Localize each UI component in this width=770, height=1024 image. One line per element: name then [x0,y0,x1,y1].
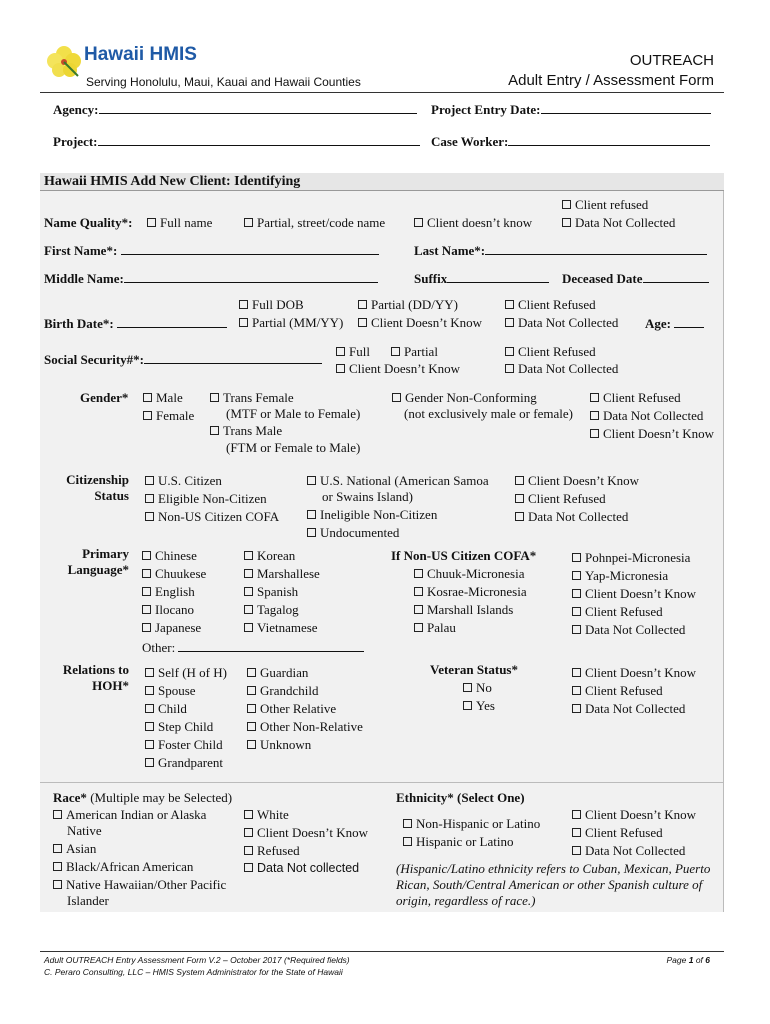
birth-partial-ddyy[interactable]: Partial (DD/YY) [358,297,458,313]
checkbox-icon[interactable] [391,347,400,356]
language-spanish[interactable]: Spanish [244,584,298,600]
checkbox-icon[interactable] [53,862,62,871]
language-chinese[interactable]: Chinese [142,548,197,564]
agency-label: Agency: [53,102,417,118]
language-japanese[interactable]: Japanese [142,620,201,636]
checkbox-icon[interactable] [244,218,253,227]
relation-child[interactable]: Child [145,701,187,717]
citizenship-label-status: Status [94,488,129,503]
checkbox-icon[interactable] [562,200,571,209]
footer-version: Adult OUTREACH Entry Assessment Form V.2 – October 2017 (*Required fields) [44,955,350,965]
ethnicity-note-2: Rican, South/Central American or other Spanish culture of [396,877,703,892]
checkbox-icon[interactable] [142,623,151,632]
checkbox-icon[interactable] [414,569,423,578]
name-quality-not-collected[interactable]: Data Not Collected [562,215,675,231]
checkbox-icon[interactable] [53,844,62,853]
citizenship-label: Citizenship [66,472,129,487]
checkbox-icon[interactable] [244,623,253,632]
checkbox-icon[interactable] [210,393,219,402]
checkbox-icon[interactable] [572,571,581,580]
relation-other-non-relative[interactable]: Other Non-Relative [247,719,363,735]
veteran-doesnt-know[interactable]: Client Doesn’t Know [572,665,696,681]
checkbox-icon[interactable] [244,863,253,872]
cofa-yap[interactable]: Yap-Micronesia [572,568,668,584]
race-american-indian-2: Native [67,823,102,838]
first-name-label: First Name*: [44,243,379,259]
language-label: Primary [82,546,129,561]
checkbox-icon[interactable] [145,512,154,521]
hawaii-hmis-logo [44,42,84,82]
cofa-chuuk[interactable]: Chuuk-Micronesia [414,566,524,582]
checkbox-icon[interactable] [53,810,62,819]
citizenship-not-collected[interactable]: Data Not Collected [515,509,628,525]
checkbox-icon[interactable] [244,587,253,596]
checkbox-icon[interactable] [590,429,599,438]
age-input[interactable] [674,316,704,328]
ssn-doesnt-know[interactable]: Client Doesn’t Know [336,361,460,377]
checkbox-icon[interactable] [244,569,253,578]
race-not-collected[interactable]: Data Not collected [244,861,359,875]
relation-other-relative[interactable]: Other Relative [247,701,336,717]
cofa-doesnt-know[interactable]: Client Doesn’t Know [572,586,696,602]
checkbox-icon[interactable] [572,553,581,562]
project-label: Project: [53,134,420,150]
relations-label-2: HOH* [92,678,129,693]
checkbox-icon[interactable] [244,828,253,837]
birth-date-label: Birth Date*: [44,316,227,332]
cofa-marshall[interactable]: Marshall Islands [414,602,513,618]
checkbox-icon[interactable] [145,668,154,677]
checkbox-icon[interactable] [247,740,256,749]
checkbox-icon[interactable] [145,494,154,503]
race-doesnt-know[interactable]: Client Doesn’t Know [244,825,368,841]
language-other-label: Other: [142,640,364,656]
language-korean[interactable]: Korean [244,548,295,564]
checkbox-icon[interactable] [403,837,412,846]
form-type: OUTREACH [629,52,714,69]
checkbox-icon[interactable] [572,810,581,819]
project-input[interactable] [98,134,420,146]
checkbox-icon[interactable] [145,476,154,485]
relation-grandchild[interactable]: Grandchild [247,683,318,699]
citizenship-us-national-2: or Swains Island) [322,489,413,504]
race-black[interactable]: Black/African American [53,859,193,875]
checkbox-icon[interactable] [247,686,256,695]
checkbox-icon[interactable] [142,569,151,578]
ssn-partial[interactable]: Partial [391,344,438,360]
language-ilocano[interactable]: Ilocano [142,602,194,618]
checkbox-icon[interactable] [145,758,154,767]
checkbox-icon[interactable] [392,393,401,402]
checkbox-icon[interactable] [505,300,514,309]
cofa-palau[interactable]: Palau [414,620,456,636]
citizenship-undocumented[interactable]: Undocumented [307,525,399,541]
ethnicity-note-3: origin, regardless of race.) [396,893,536,908]
cofa-label: If Non-US Citizen COFA* [391,548,537,563]
footer-rule [40,951,724,952]
form-title: Adult Entry / Assessment Form [508,72,714,89]
race-label: Race* (Multiple may be Selected) [53,790,233,805]
ethnicity-hispanic[interactable]: Hispanic or Latino [403,834,513,850]
ssn-full[interactable]: Full [336,344,370,360]
veteran-no[interactable]: No [463,680,492,696]
checkbox-icon[interactable] [515,494,524,503]
checkbox-icon[interactable] [572,607,581,616]
checkbox-icon[interactable] [145,704,154,713]
footer-consultant: C. Peraro Consulting, LLC – HMIS System Administrator for the State of Hawaii [44,967,343,977]
checkbox-icon[interactable] [572,686,581,695]
checkbox-icon[interactable] [414,623,423,632]
suffix-label: Suffix [414,271,549,287]
checkbox-icon[interactable] [572,704,581,713]
page-number: Page 1 of 6 [666,955,710,965]
relation-guardian[interactable]: Guardian [247,665,308,681]
checkbox-icon[interactable] [505,364,514,373]
language-tagalog[interactable]: Tagalog [244,602,299,618]
ethnicity-doesnt-know[interactable]: Client Doesn’t Know [572,807,696,823]
relation-grandparent[interactable]: Grandparent [145,755,223,771]
serving-counties: Serving Honolulu, Maui, Kauai and Hawaii Counties [86,75,361,89]
checkbox-icon[interactable] [145,722,154,731]
suffix-input[interactable] [447,271,549,283]
race-asian[interactable]: Asian [53,841,96,857]
ssn-label: Social Security#*: [44,352,322,368]
relation-spouse[interactable]: Spouse [145,683,196,699]
checkbox-icon[interactable] [244,551,253,560]
relation-foster-child[interactable]: Foster Child [145,737,223,753]
age-label: Age: [645,316,704,332]
checkbox-icon[interactable] [53,880,62,889]
header-rule [40,92,724,93]
checkbox-icon[interactable] [145,686,154,695]
checkbox-icon[interactable] [244,846,253,855]
checkbox-icon[interactable] [403,819,412,828]
veteran-yes[interactable]: Yes [463,698,495,714]
checkbox-icon[interactable] [307,476,316,485]
checkbox-icon[interactable] [463,701,472,710]
birth-not-collected[interactable]: Data Not Collected [505,315,618,331]
project-entry-date-label: Project Entry Date: [431,102,711,118]
checkbox-icon[interactable] [562,218,571,227]
checkbox-icon[interactable] [414,587,423,596]
checkbox-icon[interactable] [590,411,599,420]
logo-wordmark: Hawaii HMIS [84,44,197,65]
gender-trans-female-note: (MTF or Male to Female) [226,406,361,421]
agency-input[interactable] [99,102,417,114]
checkbox-icon[interactable] [142,605,151,614]
checkbox-icon[interactable] [244,605,253,614]
citizenship-ineligible[interactable]: Ineligible Non-Citizen [307,507,437,523]
gender-label: Gender* [80,390,129,405]
race-native-hawaiian-2: Islander [67,893,109,908]
checkbox-icon[interactable] [247,722,256,731]
checkbox-icon[interactable] [463,683,472,692]
gender-non-conforming-note: (not exclusively male or female) [404,406,573,421]
checkbox-icon[interactable] [336,347,345,356]
cofa-not-collected[interactable]: Data Not Collected [572,622,685,638]
deceased-date-input[interactable] [643,271,709,283]
checkbox-icon[interactable] [143,393,152,402]
language-vietnamese[interactable]: Vietnamese [244,620,318,636]
checkbox-icon[interactable] [247,668,256,677]
language-english[interactable]: English [142,584,195,600]
name-quality-partial[interactable]: Partial, street/code name [244,215,385,231]
checkbox-icon[interactable] [239,318,248,327]
checkbox-icon[interactable] [142,551,151,560]
checkbox-icon[interactable] [358,318,367,327]
checkbox-icon[interactable] [515,512,524,521]
checkbox-icon[interactable] [515,476,524,485]
checkbox-icon[interactable] [505,318,514,327]
language-marshallese[interactable]: Marshallese [244,566,320,582]
checkbox-icon[interactable] [572,846,581,855]
relation-unknown[interactable]: Unknown [247,737,311,753]
gender-male[interactable]: Male [143,390,183,406]
citizenship-us-citizen[interactable]: U.S. Citizen [145,473,222,489]
ssn-refused[interactable]: Client Refused [505,344,596,360]
relation-step-child[interactable]: Step Child [145,719,213,735]
checkbox-icon[interactable] [414,605,423,614]
ethnicity-label: Ethnicity* (Select One) [396,790,525,805]
relations-label: Relations to [62,662,129,677]
checkbox-icon[interactable] [147,218,156,227]
ethnicity-not-collected[interactable]: Data Not Collected [572,843,685,859]
gender-doesnt-know[interactable]: Client Doesn’t Know [590,426,714,442]
checkbox-icon[interactable] [307,510,316,519]
gender-not-collected[interactable]: Data Not Collected [590,408,703,424]
relation-self[interactable]: Self (H of H) [145,665,227,681]
gender-trans-female[interactable]: Trans Female [210,390,294,406]
language-label-2: Language* [67,562,129,577]
gender-female[interactable]: Female [143,408,194,424]
checkbox-icon[interactable] [247,704,256,713]
checkbox-icon[interactable] [210,426,219,435]
race-native-hawaiian[interactable]: Native Hawaiian/Other Pacific [53,877,226,893]
citizenship-eligible-non[interactable]: Eligible Non-Citizen [145,491,267,507]
citizenship-refused[interactable]: Client Refused [515,491,606,507]
checkbox-icon[interactable] [358,300,367,309]
middle-name-label: Middle Name: [44,271,378,287]
first-name-input[interactable] [121,243,379,255]
ethnicity-refused[interactable]: Client Refused [572,825,663,841]
language-chuukese[interactable]: Chuukese [142,566,206,582]
checkbox-icon[interactable] [239,300,248,309]
checkbox-icon[interactable] [145,740,154,749]
citizenship-cofa[interactable]: Non-US Citizen COFA [145,509,279,525]
race-american-indian[interactable]: American Indian or Alaska [53,807,206,823]
veteran-label: Veteran Status* [430,662,518,677]
checkbox-icon[interactable] [336,364,345,373]
section-divider [40,782,724,783]
hibiscus-flower-icon [44,42,84,82]
race-refused[interactable]: Refused [244,843,300,859]
gender-non-conforming[interactable]: Gender Non-Conforming [392,390,537,406]
case-worker-label: Case Worker: [431,134,710,150]
checkbox-icon[interactable] [142,587,151,596]
ssn-not-collected[interactable]: Data Not Collected [505,361,618,377]
veteran-refused[interactable]: Client Refused [572,683,663,699]
checkbox-icon[interactable] [414,218,423,227]
birth-full-dob[interactable]: Full DOB [239,297,304,313]
checkbox-icon[interactable] [572,828,581,837]
checkbox-icon[interactable] [307,528,316,537]
birth-refused[interactable]: Client Refused [505,297,596,313]
section-title: Hawaii HMIS Add New Client: Identifying [44,174,301,189]
birth-partial-mmyy[interactable]: Partial (MM/YY) [239,315,343,331]
language-other-input[interactable] [178,640,364,652]
cofa-refused[interactable]: Client Refused [572,604,663,620]
checkbox-icon[interactable] [505,347,514,356]
checkbox-icon[interactable] [244,810,253,819]
deceased-date-label: Deceased Date [562,271,709,287]
name-quality-full[interactable]: Full name [147,215,212,231]
middle-name-input[interactable] [124,271,378,283]
checkbox-icon[interactable] [572,589,581,598]
birth-doesnt-know[interactable]: Client Doesn’t Know [358,315,482,331]
ethnicity-non-hispanic[interactable]: Non-Hispanic or Latino [403,816,540,832]
birth-date-input[interactable] [117,316,227,328]
case-worker-input[interactable] [508,134,710,146]
name-quality-refused[interactable]: Client refused [562,197,648,213]
checkbox-icon[interactable] [572,668,581,677]
citizenship-doesnt-know[interactable]: Client Doesn’t Know [515,473,639,489]
last-name-input[interactable] [485,243,707,255]
last-name-label: Last Name*: [414,243,707,259]
checkbox-icon[interactable] [572,625,581,634]
race-white[interactable]: White [244,807,289,823]
checkbox-icon[interactable] [590,393,599,402]
gender-trans-male-note: (FTM or Female to Male) [226,440,361,455]
ethnicity-note-1: (Hispanic/Latino ethnicity refers to Cuban, Mexican, Puerto [396,861,711,876]
gender-refused[interactable]: Client Refused [590,390,681,406]
cofa-kosrae[interactable]: Kosrae-Micronesia [414,584,527,600]
gender-trans-male[interactable]: Trans Male [210,423,282,439]
cofa-pohnpei[interactable]: Pohnpei-Micronesia [572,550,690,566]
name-quality-label: Name Quality*: [44,215,133,230]
ssn-input[interactable] [144,352,322,364]
citizenship-us-national[interactable]: U.S. National (American Samoa [307,473,489,489]
veteran-not-collected[interactable]: Data Not Collected [572,701,685,717]
project-entry-date-input[interactable] [541,102,711,114]
name-quality-doesnt-know[interactable]: Client doesn’t know [414,215,532,231]
checkbox-icon[interactable] [143,411,152,420]
